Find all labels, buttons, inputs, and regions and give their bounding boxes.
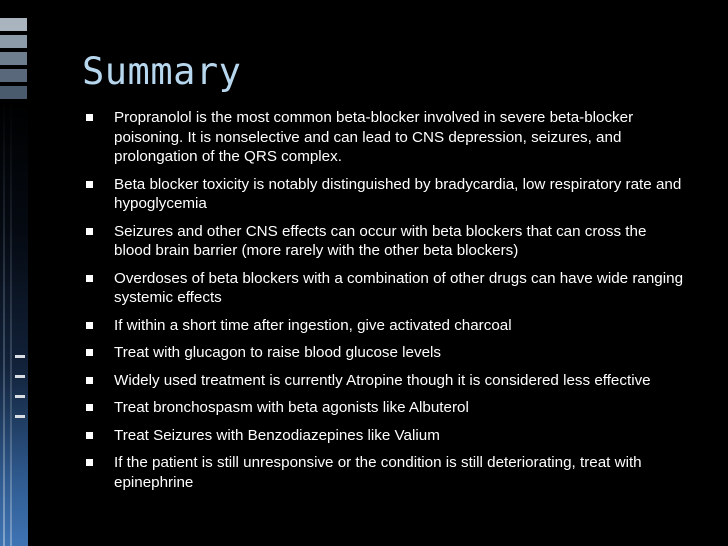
square-bullet-icon [86, 228, 93, 235]
stripe-gradient [0, 100, 28, 546]
stripe-tick [15, 395, 25, 398]
stripe [0, 35, 27, 48]
stripe [0, 69, 27, 82]
bullet-item [86, 371, 686, 391]
square-bullet-icon [86, 377, 93, 384]
square-bullet-icon [86, 459, 93, 466]
square-bullet-icon [86, 114, 93, 121]
stripe-tick [15, 375, 25, 378]
bullet-text: Treat Seizures with Benzodiazepines like Valium [114, 426, 440, 444]
bullet-text: Beta blocker toxicity is notably distinguished by bradycardia, low respiratory rate and hypoglycemia [114, 175, 682, 212]
bullet-item [86, 398, 686, 418]
square-bullet-icon [86, 432, 93, 439]
decorative-stripes [0, 0, 30, 546]
square-bullet-icon [86, 404, 93, 411]
bullet-item [86, 316, 686, 336]
stripe [0, 18, 27, 31]
square-bullet-icon [86, 275, 93, 282]
bullet-text: Treat with glucagon to raise blood glucose levels [114, 344, 441, 361]
stripe [0, 86, 27, 99]
bullet-text: Widely used treatment is currently Atropine though it is considered less effective [114, 371, 651, 389]
bullet-item [86, 222, 686, 261]
bullet-text: Seizures and other CNS effects can occur with beta blockers that can cross the blood brain barrier (more rarely with the other beta blockers) [114, 222, 647, 259]
stripe [0, 52, 27, 65]
bullet-item [86, 343, 686, 363]
stripe-tick [15, 415, 25, 418]
square-bullet-icon [86, 349, 93, 356]
bullet-item [86, 453, 686, 492]
bullet-text: Treat bronchospasm with beta agonists like Albuterol [114, 399, 469, 416]
slide-title: Summary [82, 50, 242, 93]
square-bullet-icon [86, 322, 93, 329]
bullet-item [86, 175, 686, 214]
bullet-list [86, 108, 686, 500]
bullet-text: Overdoses of beta blockers with a combination of other drugs can have wide ranging systemic effects [114, 269, 684, 306]
square-bullet-icon [86, 181, 93, 188]
bullet-text: If within a short time after ingestion, give activated charcoal [114, 316, 512, 334]
bullet-item [86, 108, 686, 167]
bullet-item [86, 426, 686, 446]
stripe-tick [15, 355, 25, 358]
bullet-text: If the patient is still unresponsive or the condition is still deteriorating, treat with epinephrine [114, 454, 642, 491]
bullet-text: Propranolol is the most common beta-blocker involved in severe beta-blocker poisoning. It is nonselective and can lead to CNS depression, seizures, and prolongation of the QRS complex. [114, 109, 634, 165]
bullet-item [86, 269, 686, 308]
